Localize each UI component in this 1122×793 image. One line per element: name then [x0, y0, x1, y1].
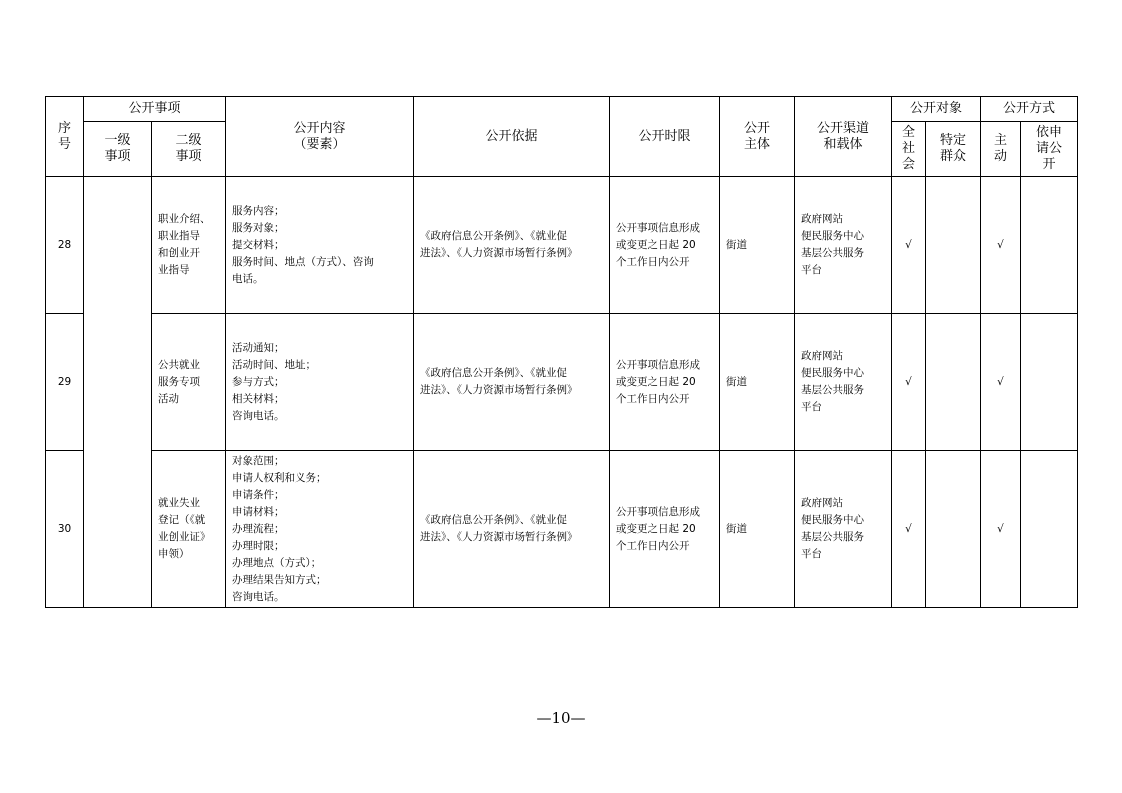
- level1-merged-cell: [84, 177, 152, 608]
- header-row-1: [46, 97, 1078, 122]
- row-channel: 政府网站 便民服务中心 基层公共服务 平台: [795, 451, 892, 608]
- row-specific-check: [926, 314, 981, 451]
- page-number: —10—: [536, 709, 586, 727]
- row-on-request-check: [1021, 451, 1078, 608]
- row-subject: 街道: [720, 451, 795, 608]
- header-specific: 特定 群众: [926, 122, 981, 177]
- row-active-check: √: [981, 451, 1021, 608]
- row-channel: 政府网站 便民服务中心 基层公共服务 平台: [795, 314, 892, 451]
- row-seq: 30: [46, 451, 84, 608]
- row-content: 对象范围； 申请人权利和义务； 申请条件； 申请材料； 办理流程； 办理时限； 办理地点（方式）； 办理结果告知方式； 咨询电话。: [226, 451, 414, 608]
- row-channel: 政府网站 便民服务中心 基层公共服务 平台: [795, 177, 892, 314]
- header-method: 公开方式: [981, 97, 1078, 122]
- row-active-check: √: [981, 177, 1021, 314]
- row-content: 活动通知； 活动时间、地址； 参与方式； 相关材料； 咨询电话。: [226, 314, 414, 451]
- row-seq: 29: [46, 314, 84, 451]
- row-subject: 街道: [720, 314, 795, 451]
- row-level2: 公共就业 服务专项 活动: [152, 314, 226, 451]
- row-specific-check: [926, 451, 981, 608]
- row-time-limit: 公开事项信息形成 或变更之日起 20 个工作日内公开: [610, 451, 720, 608]
- row-whole-society-check: √: [892, 177, 926, 314]
- row-on-request-check: [1021, 314, 1078, 451]
- row-level2: 就业失业 登记（《就 业创业证》 申领）: [152, 451, 226, 608]
- row-subject: 街道: [720, 177, 795, 314]
- row-basis: 《政府信息公开条例》、《就业促 进法》、《人力资源市场暂行条例》: [414, 177, 610, 314]
- header-level1: 一级 事项: [84, 122, 152, 177]
- header-target: 公开对象: [892, 97, 981, 122]
- header-time-limit: 公开时限: [610, 97, 720, 177]
- header-active: 主 动: [981, 122, 1021, 177]
- disclosure-table: [45, 96, 1078, 608]
- row-time-limit: 公开事项信息形成 或变更之日起 20 个工作日内公开: [610, 177, 720, 314]
- header-channel: 公开渠道 和载体: [795, 97, 892, 177]
- header-on-request: 依申 请公 开: [1021, 122, 1078, 177]
- row-seq: 28: [46, 177, 84, 314]
- row-content: 服务内容； 服务对象； 提交材料； 服务时间、地点（方式）、咨询 电话。: [226, 177, 414, 314]
- table-row: [46, 177, 1078, 314]
- header-content: 公开内容 （要素）: [226, 97, 414, 177]
- row-whole-society-check: √: [892, 314, 926, 451]
- header-whole-society: 全 社 会: [892, 122, 926, 177]
- row-basis: 《政府信息公开条例》、《就业促 进法》、《人力资源市场暂行条例》: [414, 314, 610, 451]
- header-basis: 公开依据: [414, 97, 610, 177]
- row-basis: 《政府信息公开条例》、《就业促 进法》、《人力资源市场暂行条例》: [414, 451, 610, 608]
- row-specific-check: [926, 177, 981, 314]
- table-row: [46, 314, 1078, 451]
- header-matter: 公开事项: [84, 97, 226, 122]
- row-on-request-check: [1021, 177, 1078, 314]
- row-whole-society-check: √: [892, 451, 926, 608]
- header-seq: 序 号: [46, 97, 84, 177]
- header-level2: 二级 事项: [152, 122, 226, 177]
- header-subject: 公开 主体: [720, 97, 795, 177]
- row-time-limit: 公开事项信息形成 或变更之日起 20 个工作日内公开: [610, 314, 720, 451]
- row-level2: 职业介绍、 职业指导 和创业开 业指导: [152, 177, 226, 314]
- table-row: [46, 451, 1078, 608]
- row-active-check: √: [981, 314, 1021, 451]
